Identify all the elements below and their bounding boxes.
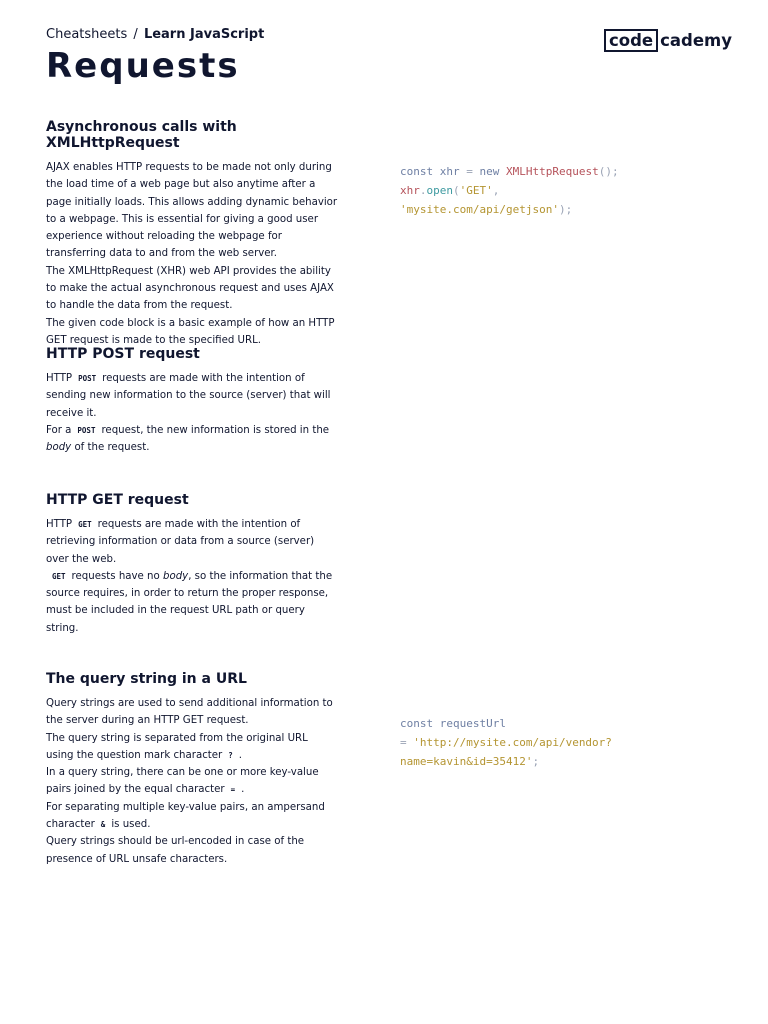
code-token: xhr: [439, 165, 460, 178]
code-token: requestUrl: [439, 717, 506, 730]
text: requests are made with the intention of retrieving information or data from a source (server) over the web.: [46, 519, 315, 565]
section-paragraph: [46, 422, 338, 457]
section-paragraph: [46, 568, 338, 637]
code-token: 'GET': [459, 184, 493, 197]
breadcrumb-current-link[interactable]: Learn JavaScript: [143, 27, 265, 42]
section-paragraph: AJAX enables HTTP requests to be made not only during the load time of a web page but also anytime after a page initially loads. This allows adding dynamic behavior to a webpage. This is essential for giving a good user experience without reloading the webpage for transferring data to and from the web server.: [46, 162, 338, 260]
text: requests are made with the intention of sending new information to the source (server) that will receive it.: [46, 373, 331, 419]
code-token: ();: [598, 165, 619, 178]
text: .: [241, 784, 245, 796]
code-token: .: [419, 184, 427, 197]
code-block-query-url: [400, 714, 612, 771]
section-query-string: [46, 671, 338, 868]
section-paragraph: [46, 799, 338, 834]
logo-rest-text: cademy: [660, 31, 732, 50]
text: HTTP: [46, 373, 73, 384]
section-paragraph: The given code block is a basic example of how an HTTP GET request is made to the specified URL.: [46, 317, 335, 346]
code-token: XMLHttpRequest: [506, 165, 599, 178]
code-token: =: [466, 165, 473, 178]
emphasis: body: [163, 570, 189, 582]
text: For a: [46, 424, 72, 436]
inline-code: POST: [78, 374, 97, 383]
text: requests have no: [71, 570, 160, 582]
section-paragraph: [46, 730, 338, 765]
code-token: open: [426, 184, 453, 197]
inline-code: &: [100, 820, 106, 830]
inline-code: ?: [228, 750, 233, 760]
breadcrumb-parent-link[interactable]: Cheatsheets: [46, 27, 128, 42]
inline-code: GET: [52, 571, 66, 581]
code-token: (: [453, 184, 460, 197]
text: In a query string, there can be one or more key-value pairs joined by the equal character: [46, 767, 319, 796]
code-token: const: [400, 717, 434, 730]
logo-boxed-text: code: [604, 29, 658, 52]
breadcrumb-separator: /: [133, 27, 138, 42]
code-token: name=kavin&id=35412': [400, 755, 533, 768]
inline-code: =: [230, 785, 236, 795]
inline-code: GET: [78, 520, 92, 529]
section-paragraph: [46, 516, 338, 568]
section-heading: HTTP GET request: [46, 492, 189, 508]
breadcrumb: [46, 27, 264, 42]
code-block-xhr: [400, 162, 619, 219]
section-heading: Asynchronous calls with XMLHttpRequest: [46, 119, 237, 151]
code-token: 'http://mysite.com/api/vendor?: [413, 736, 612, 749]
section-paragraph: Query strings are used to send additional information to the server during an HTTP GET request.: [46, 698, 333, 727]
text: The query string is separated from the original URL using the question mark character: [46, 732, 308, 761]
section-http-post: [46, 346, 338, 456]
code-token: ;: [532, 755, 540, 768]
code-token: ,: [492, 184, 500, 197]
code-token: =: [400, 736, 407, 749]
section-http-get: [46, 492, 338, 637]
inline-code: POST: [77, 425, 96, 435]
code-token: xhr: [400, 184, 420, 197]
code-token: const: [400, 165, 434, 178]
section-heading: HTTP POST request: [46, 346, 200, 362]
section-paragraph: [46, 764, 338, 799]
section-paragraph: Query strings should be url-encoded in case of the presence of URL unsafe characters.: [46, 836, 305, 865]
text: is used.: [111, 819, 151, 831]
section-heading: The query string in a URL: [46, 671, 247, 687]
code-token: new: [479, 165, 500, 178]
text: For separating multiple key-value pairs, an ampersand character: [46, 801, 325, 831]
section-paragraph: [46, 370, 338, 422]
text: HTTP: [46, 519, 73, 530]
section-paragraph: The XMLHttpRequest (XHR) web API provides the ability to make the actual asynchronous request and uses AJAX to handle the data from the request.: [46, 265, 334, 312]
code-token: );: [558, 203, 573, 216]
text: .: [238, 749, 243, 761]
text: of the request.: [74, 442, 150, 454]
text: request, the new information is stored in the: [101, 424, 330, 436]
code-token: 'mysite.com/api/getjson': [400, 203, 559, 216]
emphasis: body: [46, 442, 72, 454]
page-title: Requests: [46, 46, 240, 86]
section-xmlhttprequest: [46, 119, 338, 349]
text: , so the information that the source requires, in order to return the proper response, must be included in the request URL path or query string.: [46, 570, 333, 634]
codecademy-logo[interactable]: [604, 29, 732, 52]
